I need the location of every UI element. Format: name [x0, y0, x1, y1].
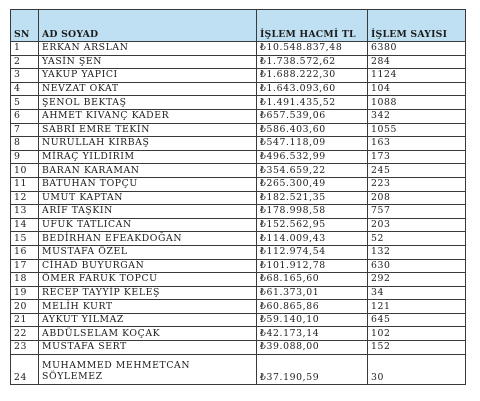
cell-count: 104 [368, 82, 466, 96]
cell-name: YAKUP YAPICI [39, 69, 257, 83]
cell-name: ŞENOL BEKTAŞ [39, 96, 257, 110]
cell-volume: ₺59.140,10 [257, 313, 368, 327]
cell-name: ABDÜLSELAM KOÇAK [39, 327, 257, 341]
table-row [11, 354, 466, 384]
cell-count: 284 [368, 55, 466, 69]
cell-sn: 14 [11, 218, 39, 232]
cell-count: 34 [368, 286, 466, 300]
table-row [11, 218, 466, 232]
cell-count: 102 [368, 327, 466, 341]
table-row [11, 109, 466, 123]
cell-sn: 2 [11, 55, 39, 69]
cell-count: 132 [368, 245, 466, 259]
cell-sn: 15 [11, 232, 39, 246]
cell-sn: 19 [11, 286, 39, 300]
cell-count: 223 [368, 177, 466, 191]
cell-count: 292 [368, 273, 466, 287]
cell-volume: ₺112.974,54 [257, 245, 368, 259]
cell-volume: ₺1.738.572,62 [257, 55, 368, 69]
table-row [11, 42, 466, 56]
cell-count: 203 [368, 218, 466, 232]
header-sn: SN [11, 10, 39, 42]
cell-sn: 24 [11, 354, 39, 384]
header-volume: İŞLEM HACMİ TL [257, 10, 368, 42]
cell-sn: 3 [11, 69, 39, 83]
cell-count: 121 [368, 300, 466, 314]
cell-count: 1088 [368, 96, 466, 110]
table-row [11, 259, 466, 273]
cell-volume: ₺657.539,06 [257, 109, 368, 123]
cell-volume: ₺101.912,78 [257, 259, 368, 273]
cell-name: UMUT KAPTAN [39, 191, 257, 205]
cell-count: 757 [368, 205, 466, 219]
table-row [11, 327, 466, 341]
cell-sn: 20 [11, 300, 39, 314]
cell-name: MİRAÇ YILDIRIM [39, 150, 257, 164]
cell-sn: 13 [11, 205, 39, 219]
table-row [11, 177, 466, 191]
cell-count: 163 [368, 137, 466, 151]
table-row [11, 137, 466, 151]
cell-volume: ₺152.562,95 [257, 218, 368, 232]
cell-sn: 22 [11, 327, 39, 341]
cell-count: 1055 [368, 123, 466, 137]
cell-count: 30 [368, 354, 466, 384]
cell-name: BATUHAN TOPÇU [39, 177, 257, 191]
cell-name: NURULLAH KIRBAŞ [39, 137, 257, 151]
table-row [11, 191, 466, 205]
table-body [11, 42, 466, 385]
cell-name: ARİF TAŞKIN [39, 205, 257, 219]
table-row [11, 232, 466, 246]
cell-volume: ₺68.165,60 [257, 273, 368, 287]
table-row [11, 82, 466, 96]
table-row [11, 55, 466, 69]
cell-count: 152 [368, 341, 466, 355]
cell-sn: 10 [11, 164, 39, 178]
cell-volume: ₺60.865,86 [257, 300, 368, 314]
table-row [11, 123, 466, 137]
cell-count: 208 [368, 191, 466, 205]
cell-name: BEDİRHAN EFEAKDOĞAN [39, 232, 257, 246]
table-row [11, 69, 466, 83]
cell-volume: ₺178.998,58 [257, 205, 368, 219]
cell-sn: 12 [11, 191, 39, 205]
cell-sn: 11 [11, 177, 39, 191]
cell-sn: 21 [11, 313, 39, 327]
cell-name: AHMET KIVANÇ KADER [39, 109, 257, 123]
cell-sn: 23 [11, 341, 39, 355]
cell-name: RECEP TAYYİP KELEŞ [39, 286, 257, 300]
table-row [11, 150, 466, 164]
cell-sn: 5 [11, 96, 39, 110]
cell-sn: 1 [11, 42, 39, 56]
cell-volume: ₺10.548.837,48 [257, 42, 368, 56]
table-row [11, 205, 466, 219]
cell-volume: ₺1.491.435,52 [257, 96, 368, 110]
table-row [11, 286, 466, 300]
cell-name: NEVZAT OKAT [39, 82, 257, 96]
cell-name: MUSTAFA ÖZEL [39, 245, 257, 259]
cell-name: AYKUT YILMAZ [39, 313, 257, 327]
cell-sn: 18 [11, 273, 39, 287]
cell-sn: 7 [11, 123, 39, 137]
cell-volume: ₺547.118,09 [257, 137, 368, 151]
cell-count: 630 [368, 259, 466, 273]
cell-name: ERKAN ARSLAN [39, 42, 257, 56]
cell-volume: ₺496.532,99 [257, 150, 368, 164]
cell-name: ÖMER FARUK TOPCU [39, 273, 257, 287]
cell-count: 173 [368, 150, 466, 164]
cell-sn: 17 [11, 259, 39, 273]
cell-count: 342 [368, 109, 466, 123]
cell-count: 245 [368, 164, 466, 178]
cell-name: UFUK TATLICAN [39, 218, 257, 232]
cell-volume: ₺114.009,43 [257, 232, 368, 246]
cell-name: MELİH KURT [39, 300, 257, 314]
header-count: İŞLEM SAYISI [368, 10, 466, 42]
cell-volume: ₺265.300,49 [257, 177, 368, 191]
cell-count: 1124 [368, 69, 466, 83]
cell-name: CİHAD BUYURGAN [39, 259, 257, 273]
cell-name: MUHAMMED MEHMETCAN SÖYLEMEZ [39, 354, 257, 384]
table-row [11, 164, 466, 178]
ranking-table-container [10, 9, 465, 385]
cell-name: MUSTAFA SERT [39, 341, 257, 355]
table-row [11, 300, 466, 314]
table-row [11, 96, 466, 110]
cell-sn: 9 [11, 150, 39, 164]
table-row [11, 313, 466, 327]
cell-volume: ₺586.403,60 [257, 123, 368, 137]
table-row [11, 341, 466, 355]
cell-volume: ₺37.190,59 [257, 354, 368, 384]
cell-volume: ₺182.521,35 [257, 191, 368, 205]
cell-volume: ₺42.173,14 [257, 327, 368, 341]
cell-count: 6380 [368, 42, 466, 56]
header-name: AD SOYAD [39, 10, 257, 42]
cell-volume: ₺39.088,00 [257, 341, 368, 355]
cell-sn: 4 [11, 82, 39, 96]
cell-volume: ₺61.373,01 [257, 286, 368, 300]
cell-sn: 8 [11, 137, 39, 151]
cell-count: 645 [368, 313, 466, 327]
table-row [11, 245, 466, 259]
table-row [11, 273, 466, 287]
cell-count: 52 [368, 232, 466, 246]
cell-volume: ₺354.659,22 [257, 164, 368, 178]
cell-volume: ₺1.688.222,30 [257, 69, 368, 83]
cell-name: YASİN ŞEN [39, 55, 257, 69]
table-header-row [11, 10, 466, 42]
cell-sn: 6 [11, 109, 39, 123]
transaction-ranking-table [10, 9, 466, 385]
cell-name: SABRİ EMRE TEKİN [39, 123, 257, 137]
cell-name: BARAN KARAMAN [39, 164, 257, 178]
cell-sn: 16 [11, 245, 39, 259]
cell-volume: ₺1.643.093,60 [257, 82, 368, 96]
